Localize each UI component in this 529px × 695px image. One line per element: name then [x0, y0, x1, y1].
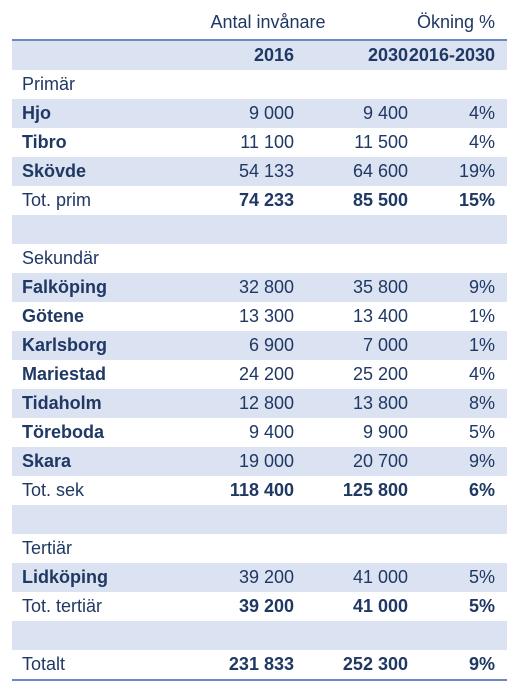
subtotal-row — [12, 186, 507, 215]
section-row-primar — [12, 70, 507, 99]
growth-pct: 4% — [468, 364, 495, 384]
spacer-cell — [408, 621, 507, 650]
growth-pct — [408, 534, 507, 563]
section-label: Sekundär — [22, 248, 100, 268]
value-2030: 41 000 — [352, 596, 408, 616]
spacer-cell — [182, 621, 294, 650]
value-2030: 13 800 — [294, 389, 408, 418]
value-2030 — [294, 534, 408, 563]
table-row — [12, 273, 507, 302]
okning-header: Ökning % — [416, 12, 495, 32]
municipality-name: Tibro — [22, 132, 67, 152]
value-2016: 32 800 — [182, 273, 294, 302]
table-row — [12, 418, 507, 447]
spacer-cell — [294, 621, 408, 650]
spacer-cell — [182, 505, 294, 534]
growth-pct: 5% — [468, 596, 495, 616]
table-row — [12, 128, 507, 157]
value-2030: 35 800 — [294, 273, 408, 302]
value-2030 — [294, 244, 408, 273]
value-2030: 125 800 — [342, 480, 408, 500]
growth-pct: 1% — [408, 331, 507, 360]
municipality-name: Töreboda — [22, 422, 105, 442]
growth-pct: 4% — [408, 99, 507, 128]
spacer-cell — [294, 505, 408, 534]
value-2030: 85 500 — [352, 190, 408, 210]
municipality-name: Skara — [12, 447, 182, 476]
value-2030: 7 000 — [294, 331, 408, 360]
value-2016: 12 800 — [182, 389, 294, 418]
value-2030: 9 900 — [362, 422, 408, 442]
municipality-name: Lidköping — [12, 563, 182, 592]
value-2016: 6 900 — [182, 331, 294, 360]
value-2016 — [182, 534, 294, 563]
value-2030: 13 400 — [352, 306, 408, 326]
spacer-row — [12, 215, 507, 244]
year-2030-header: 2030 — [294, 40, 408, 70]
subtotal-label: Tot. sek — [22, 480, 85, 500]
table-row — [12, 447, 507, 476]
spacer-row — [12, 621, 507, 650]
spacer-cell — [408, 505, 507, 534]
value-2016: 11 100 — [240, 132, 294, 152]
value-2016: 9 000 — [182, 99, 294, 128]
population-table — [12, 39, 507, 681]
municipality-name: Hjo — [12, 99, 182, 128]
growth-pct: 9% — [408, 650, 507, 680]
section-label: Tertiär — [22, 538, 73, 558]
year-header-row — [12, 40, 507, 70]
value-2016: 74 233 — [238, 190, 294, 210]
subtotal-row — [12, 592, 507, 621]
municipality-name: Götene — [22, 306, 85, 326]
value-2016: 39 200 — [238, 596, 294, 616]
value-2030: 41 000 — [294, 563, 408, 592]
value-2016: 24 200 — [238, 364, 294, 384]
value-2016: 9 400 — [248, 422, 294, 442]
value-2016: 13 300 — [238, 306, 294, 326]
table-row — [12, 302, 507, 331]
value-2016 — [182, 244, 294, 273]
value-2016: 118 400 — [229, 480, 294, 500]
column-group-header — [12, 8, 507, 38]
spacer-cell — [12, 505, 182, 534]
value-2016: 231 833 — [182, 650, 294, 680]
value-2030: 9 400 — [294, 99, 408, 128]
value-2030: 11 500 — [354, 132, 408, 152]
growth-pct: 15% — [458, 190, 495, 210]
municipality-name: Mariestad — [22, 364, 107, 384]
growth-pct: 8% — [408, 389, 507, 418]
table-row — [12, 157, 507, 186]
grand-total-label: Totalt — [12, 650, 182, 680]
value-2016: 39 200 — [182, 563, 294, 592]
subtotal-label: Tot. tertiär — [22, 596, 103, 616]
value-2030: 252 300 — [294, 650, 408, 680]
spacer-cell — [408, 215, 507, 244]
grand-total-row — [12, 650, 507, 680]
value-2030: 20 700 — [294, 447, 408, 476]
growth-pct: 6% — [468, 480, 495, 500]
section-label: Primär — [22, 74, 75, 94]
value-2016: 19 000 — [182, 447, 294, 476]
spacer-cell — [12, 215, 182, 244]
growth-pct: 19% — [408, 157, 507, 186]
value-2016 — [182, 70, 294, 99]
spacer-cell — [294, 215, 408, 244]
year-2016-header: 2016 — [182, 40, 294, 70]
growth-pct: 1% — [468, 306, 495, 326]
growth-pct — [408, 244, 507, 273]
growth-pct: 5% — [408, 563, 507, 592]
municipality-name: Skövde — [12, 157, 182, 186]
antal-invanare-header: Antal invånare — [210, 12, 326, 32]
table-row — [12, 99, 507, 128]
spacer-row — [12, 505, 507, 534]
period-header: 2016-2030 — [408, 40, 507, 70]
value-2030 — [294, 70, 408, 99]
growth-pct — [408, 70, 507, 99]
growth-pct: 9% — [408, 447, 507, 476]
table-row — [12, 360, 507, 389]
empty-header-cell — [12, 40, 182, 70]
municipality-name: Karlsborg — [12, 331, 182, 360]
table-row — [12, 389, 507, 418]
value-2016: 54 133 — [182, 157, 294, 186]
growth-pct: 5% — [468, 422, 495, 442]
growth-pct: 9% — [408, 273, 507, 302]
subtotal-row — [12, 476, 507, 505]
municipality-name: Falköping — [12, 273, 182, 302]
table-row — [12, 331, 507, 360]
value-2030: 25 200 — [352, 364, 408, 384]
subtotal-label: Tot. prim — [22, 190, 92, 210]
growth-pct: 4% — [468, 132, 495, 152]
section-row-tertiar — [12, 534, 507, 563]
value-2030: 64 600 — [294, 157, 408, 186]
section-row-sekundar — [12, 244, 507, 273]
table-row — [12, 563, 507, 592]
spacer-cell — [12, 621, 182, 650]
municipality-name: Tidaholm — [12, 389, 182, 418]
spacer-cell — [182, 215, 294, 244]
